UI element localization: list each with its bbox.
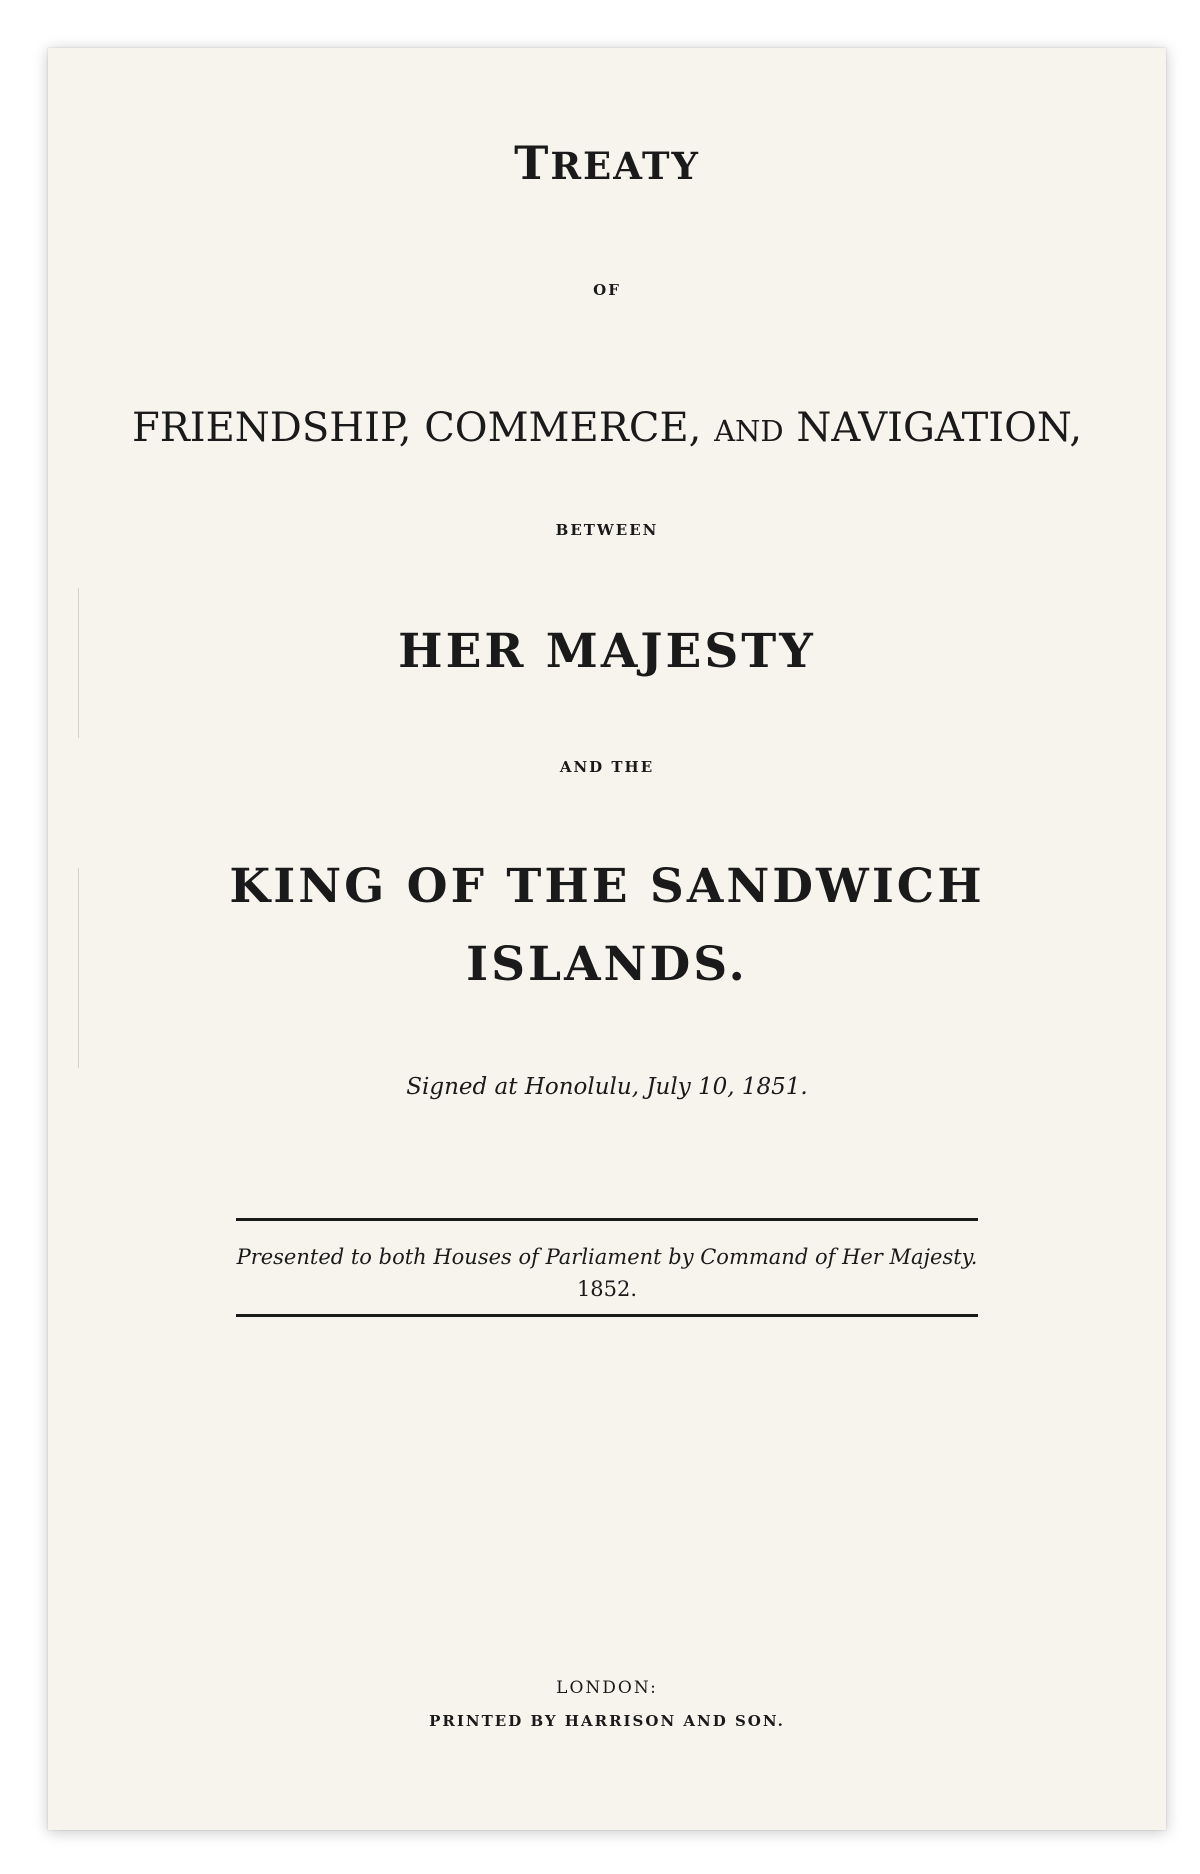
rule-bottom: [236, 1314, 978, 1317]
presented-text: Presented to both Houses of Parliament by Command of Her Majesty.: [236, 1245, 978, 1269]
title-and-the: AND THE: [559, 758, 655, 776]
title-between: BETWEEN: [555, 521, 659, 539]
title-king-line-2: ISLANDS.: [466, 937, 748, 992]
title-of: OF: [593, 281, 621, 299]
title-treaty: TREATY: [514, 136, 700, 190]
imprint-city: LONDON:: [556, 1678, 658, 1698]
document-page: [48, 48, 1166, 1830]
imprint-printer: PRINTED BY HARRISON AND SON.: [429, 1712, 785, 1730]
title-king-line-1: KING OF THE SANDWICH: [229, 859, 985, 914]
title-her-majesty: HER MAJESTY: [398, 624, 816, 679]
presented-year: 1852.: [576, 1277, 638, 1301]
signed-line: Signed at Honolulu, July 10, 1851.: [406, 1074, 808, 1100]
rule-top: [236, 1218, 978, 1221]
title-friendship-commerce-navigation: FRIENDSHIP, COMMERCE, AND NAVIGATION,: [131, 405, 1083, 451]
